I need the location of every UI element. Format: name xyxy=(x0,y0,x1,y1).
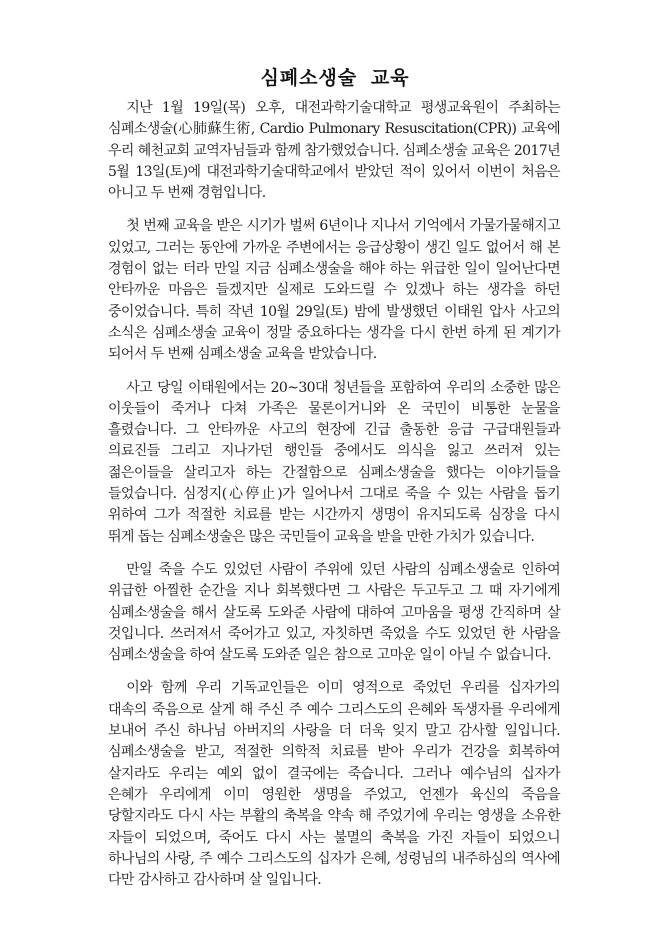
paragraph-itaewon-accident: 사고 당일 이태원에서는 20~30대 청년들을 포함하여 우리의 소중한 많은 이웃들이 죽거나 다쳐 가족은 물론이거니와 온 국민이 비통한 눈물을 흘렸습니다. 그 안타까운 사고의 현장에 긴급 출동한 응급 구급대원들과 의료진들 그리고 지나가던 행인들 중에서도 의식을 잃고 쓰러져 있는 젊은이들을 살리고자 하는 간절함으로 심폐소생술을 했다는 이야기들을 들었습니다. 심정지(心停止)가 일어나서 그대로 죽을 수 있는 사람을 돕기 위하여 그가 적절한 치료를 받는 시간까지 생명이 유지되도록 심장을 다시 뛰게 돕는 심폐소생술은 많은 국민들이 교육을 받을 만한 가치가 있습니다. xyxy=(108,379,560,545)
paragraph-intro: 지난 1월 19일(목) 오후, 대전과학기술대학교 평생교육원이 주최하는 심폐소생술(心肺蘇生術, Cardio Pulmonary Resuscitation(CPR)) 교육에 우리 혜천교회 교역자님들과 함께 참가했었습니다. 심폐소생술 교육은 2017년 5월 13일(토)에 대전과학기술대학교에서 받았던 적이 있어서 이번이 처음은 아니고 두 번째 경험입니다. xyxy=(108,100,560,202)
paragraph-first-training: 첫 번째 교육을 받은 시기가 벌써 6년이나 지나서 기억에서 가물가물해지고 있었고, 그러는 동안에 가까운 주변에서는 응급상황이 생긴 일도 없어서 해 본 경험이 없는 터라 만일 지금 심폐소생술을 해야 하는 위급한 일이 일어난다면 안타까운 마음은 들겠지만 실제로 도와드릴 수 있겠나 하는 생각을 하던 중이었습니다. 특히 작년 10월 29일(토) 밤에 발생했던 이태원 압사 사고의 소식은 심폐소생술 교육이 정말 중요하다는 생각을 다시 한번 하게 된 계기가 되어서 두 번째 심폐소생술 교육을 받았습니다. xyxy=(108,218,560,363)
paragraph-gratitude: 만일 죽을 수도 있었던 사람이 주위에 있던 사람의 심폐소생술로 인하여 위급한 아찔한 순간을 지나 회복했다면 그 사람은 두고두고 그 때 자기에게 심폐소생술을 해서 살도록 도와준 사람에 대하여 고마움을 평생 간직하며 살 것입니다. 쓰러져서 죽어가고 있고, 자칫하면 죽었을 수도 있었던 한 사람을 심폐소생술을 하여 살도록 도와준 일은 참으로 고마운 일이 아닐 수 없습니다. xyxy=(108,561,560,664)
document-title: 심폐소생술 교육 xyxy=(260,67,410,89)
paragraph-christian-reflection: 이와 함께 우리 기독교인들은 이미 영적으로 죽었던 우리를 십자가의 대속의 죽음으로 살게 해 주신 주 예수 그리스도의 은혜와 독생자를 우리에게 보내어 주신 하나님 아버지의 사랑을 더 더욱 잊지 말고 감사할 일입니다. 심폐소생술을 받고, 적절한 의학적 치료를 받아 우리가 건강을 회복하여 살지라도 우리는 예외 없이 결국에는 죽습니다. 그러나 예수님의 십자가 은혜가 우리에게 이미 영원한 생명을 주었고, 언젠가 육신의 죽음을 당할지라도 다시 사는 부활의 축복을 약속 해 주었기에 우리는 영생을 소유한 자들이 되었으며, 죽어도 다시 사는 불멸의 축복을 가진 자들이 되었으니 하나님의 사랑, 주 예수 그리스도의 십자가 은혜, 성령님의 내주하심의 역사에 다만 감사하고 감사하며 살 일입니다. xyxy=(108,680,560,889)
document-body xyxy=(108,98,560,903)
